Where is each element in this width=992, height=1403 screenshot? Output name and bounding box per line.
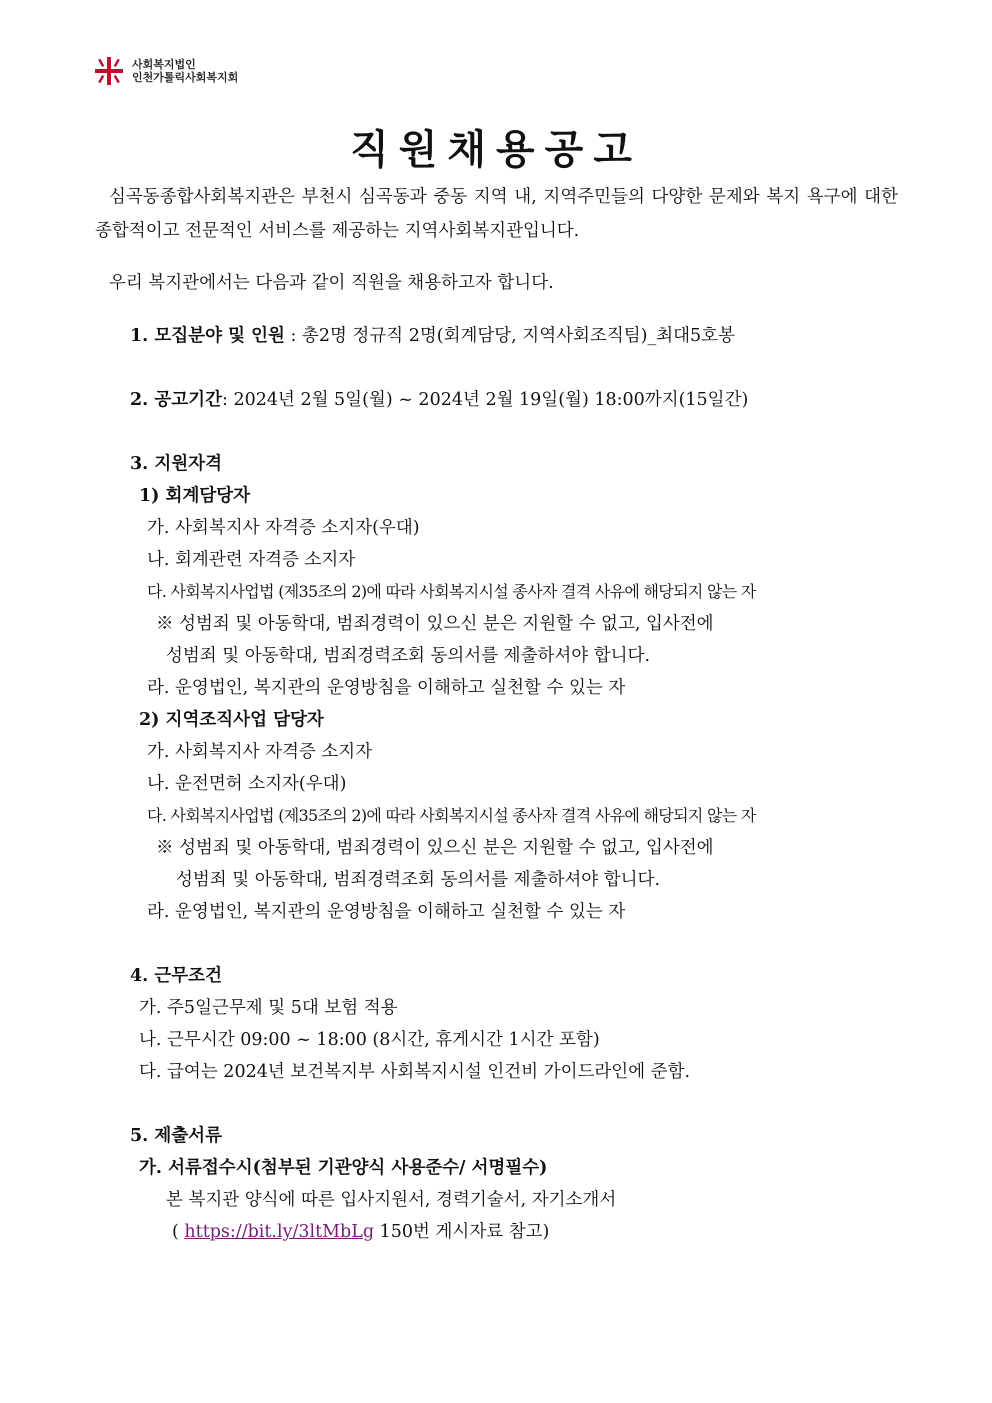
documents-item-a: 가. 서류접수시(첨부된 기관양식 사용준수/ 서명필수): [139, 1158, 548, 1178]
g1-item-c: 다. 사회복지사업법 (제35조의 2)에 따라 사회복지시설 종사자 결격 사유에 해당되지 않는 자: [147, 582, 756, 601]
documents-link-suffix: 150번 게시자료 참고): [374, 1222, 550, 1242]
documents-paren-open: (: [172, 1222, 185, 1242]
page-title: 직원채용공고: [350, 126, 642, 173]
section-period-label: 2. 공고기간: [130, 390, 222, 410]
intro-paragraph: [95, 180, 898, 248]
org-name: [132, 58, 238, 84]
org-logo: [94, 56, 238, 86]
section-recruitment: [130, 324, 735, 348]
conditions-item-b: 나. 근무시간 09:00 ~ 18:00 (8시간, 휴게시간 1시간 포함): [139, 1030, 600, 1050]
g1-note-line1: ※ 성범죄 및 아동학대, 범죄경력이 있으신 분은 지원할 수 없고, 입사전에: [156, 614, 714, 634]
g2-item-c: 다. 사회복지사업법 (제35조의 2)에 따라 사회복지시설 종사자 결격 사유에 해당되지 않는 자: [147, 806, 756, 825]
g2-note-line2: 성범죄 및 아동학대, 범죄경력조회 동의서를 제출하셔야 합니다.: [176, 870, 661, 890]
g1-item-a: 가. 사회복지사 자격증 소지자(우대): [147, 518, 420, 538]
documents-item-b: 본 복지관 양식에 따른 입사지원서, 경력기술서, 자기소개서: [166, 1190, 617, 1210]
g1-note-line2: 성범죄 및 아동학대, 범죄경력조회 동의서를 제출하셔야 합니다.: [166, 646, 651, 666]
conditions-item-a: 가. 주5일근무제 및 5대 보험 적용: [139, 998, 398, 1018]
section-recruitment-text: : 총2명 정규직 2명(회계담당, 지역사회조직팀)_최대5호봉: [284, 326, 735, 346]
intro-text: 심곡동종합사회복지관은 부천시 심곡동과 중동 지역 내, 지역주민들의 다양한 문제와 복지 욕구에 대한 종합적이고 전문적인 서비스를 제공하는 지역사회복지관입니다.: [95, 187, 898, 241]
cross-flame-logo-icon: [94, 56, 124, 86]
g2-item-d: 라. 운영법인, 복지관의 운영방침을 이해하고 실천할 수 있는 자: [147, 902, 626, 922]
section-documents-label: 5. 제출서류: [130, 1126, 222, 1146]
section-period-text: : 2024년 2월 5일(월) ~ 2024년 2월 19일(월) 18:00까지(15일간): [221, 390, 749, 410]
intro-line2: 우리 복지관에서는 다음과 같이 직원을 채용하고자 합니다.: [109, 273, 554, 293]
section-conditions-label: 4. 근무조건: [130, 966, 222, 986]
g2-item-a: 가. 사회복지사 자격증 소지자: [147, 742, 373, 762]
section-qualification-label: 3. 지원자격: [130, 454, 222, 474]
documents-link[interactable]: https://bit.ly/3ltMbLg: [184, 1222, 375, 1242]
g2-heading: 2) 지역조직사업 담당자: [139, 710, 324, 730]
section-period: [130, 388, 748, 412]
org-name-line1: 사회복지법인: [132, 58, 196, 71]
g1-heading: 1) 회계담당자: [139, 486, 251, 506]
g1-item-d: 라. 운영법인, 복지관의 운영방침을 이해하고 실천할 수 있는 자: [147, 678, 626, 698]
g2-note-line1: ※ 성범죄 및 아동학대, 범죄경력이 있으신 분은 지원할 수 없고, 입사전에: [156, 838, 714, 858]
section-recruitment-label: 1. 모집분야 및 인원: [130, 326, 285, 346]
g2-item-b: 나. 운전면허 소지자(우대): [147, 774, 347, 794]
conditions-item-c: 다. 급여는 2024년 보건복지부 사회복지시설 인건비 가이드라인에 준함.: [139, 1062, 691, 1082]
org-name-line2: 인천가톨릭사회복지회: [132, 71, 239, 84]
documents-link-line: [172, 1220, 549, 1244]
g1-item-b: 나. 회계관련 자격증 소지자: [147, 550, 356, 570]
